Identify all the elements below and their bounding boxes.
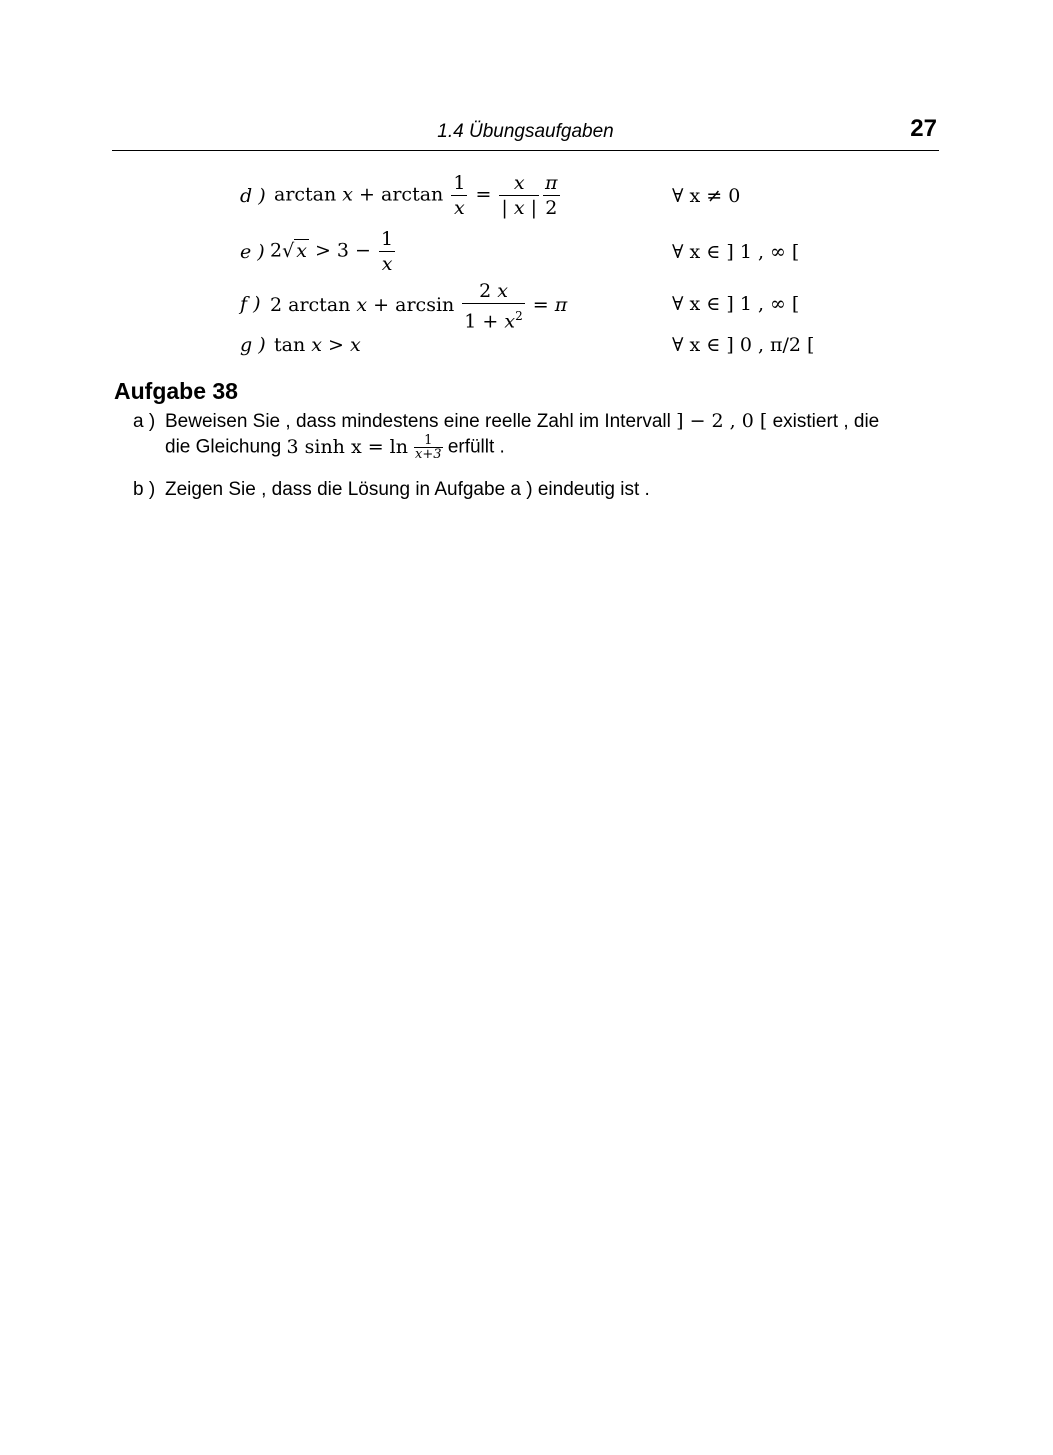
equation-d — [240, 172, 840, 224]
inline-equation — [286, 433, 442, 462]
equation-label: g ) — [240, 334, 266, 356]
small-fraction — [414, 434, 443, 461]
equation-expression: 2 arctan x + arcsin $\frac{2 x}{1 + x^2}$ = π — [270, 280, 568, 333]
interval: ] − 2 , 0 [ — [676, 410, 768, 432]
equation-expression: 2√ x > 3 − $\frac{1}{x}$ — [270, 228, 394, 275]
page-header — [112, 112, 939, 150]
equation-condition: ∀ x ≠ 0 — [672, 185, 741, 207]
item-text-part: die Gleichung — [165, 436, 282, 458]
header-rule — [112, 150, 939, 151]
item-marker: b ) — [133, 479, 156, 500]
item-text — [165, 409, 939, 461]
fraction-numerator: 1 — [414, 434, 443, 448]
equation-expression: arctan x + arctan $\frac{1}{x}$ = $\frac{x}{| x |}$ $\frac{\pi}{2}$ — [274, 172, 558, 219]
equation-g — [240, 334, 840, 362]
equation-e — [240, 228, 840, 280]
equation-label: e ) — [240, 241, 265, 263]
fraction-denominator: x+3 — [415, 447, 442, 462]
item-text-part: existiert , die — [772, 411, 880, 432]
equation-condition: ∀ x ∈ ] 0 , π/2 [ — [672, 334, 815, 356]
equation-label: f ) — [240, 293, 261, 315]
equation-label: d ) — [240, 185, 266, 207]
equation-expression: tan x > x — [274, 334, 361, 356]
item-text-part: erfüllt . — [447, 436, 505, 458]
equation-lhs: 3 sinh x = ln — [286, 435, 408, 458]
running-title: 1.4 Übungsaufgaben — [437, 121, 614, 142]
item-text-part: Beweisen Sie , dass mindestens eine reelle Zahl im Intervall — [165, 411, 671, 432]
exercise-item-a — [133, 409, 939, 465]
equation-condition: ∀ x ∈ ] 1 , ∞ [ — [672, 293, 800, 315]
page-number: 27 — [910, 115, 937, 142]
exercise-item-b — [133, 477, 939, 505]
equation-condition: ∀ x ∈ ] 1 , ∞ [ — [672, 241, 800, 263]
item-marker: a ) — [133, 411, 156, 432]
item-text: Zeigen Sie , dass die Lösung in Aufgabe a ) eindeutig ist . — [165, 479, 650, 500]
exercise-title: Aufgabe 38 — [114, 378, 238, 404]
equation-f — [240, 280, 840, 332]
